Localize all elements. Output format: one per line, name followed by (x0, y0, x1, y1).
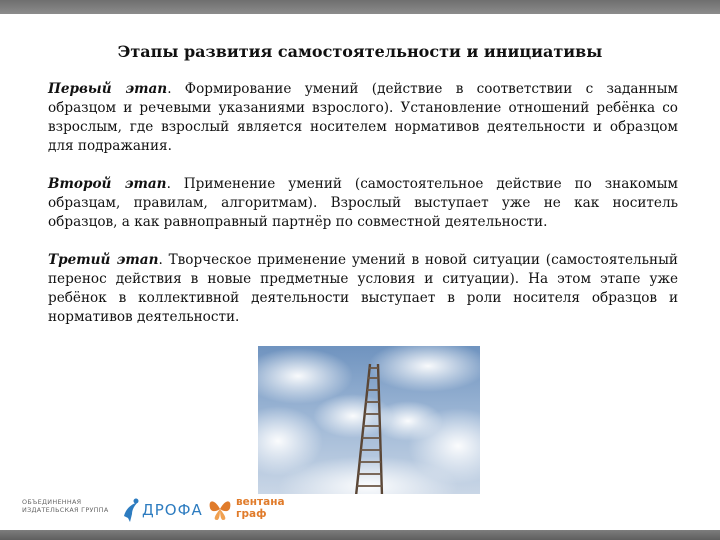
stage-label-3: Третий этап (48, 252, 159, 268)
stage-text-2: . Применение умений (самостоятельное действие по знакомым образцам, правилам, алгоритмам). Взрослый выступает уже не как носитель образцов, а как равноправный партнёр по совместной деятельности. (48, 176, 678, 230)
stage-label-1: Первый этап (48, 81, 168, 97)
slide-content (48, 80, 678, 346)
top-band (0, 0, 720, 14)
publishing-group-logo (22, 498, 112, 514)
drofa-logo-text: ДРОФА (142, 501, 203, 519)
stage-paragraph-3 (48, 251, 678, 327)
group-logo-line-1: ОБЪЕДИНЕННАЯ (22, 498, 82, 506)
drofa-bird-icon (120, 496, 142, 524)
ventana-graf-logo (208, 494, 308, 524)
bottom-band (0, 530, 720, 540)
stage-text-1: . Формирование умений (действие в соответствии с заданным образцом и речевыми указаниями взрослого). Установление отношений ребёнка со взрослым, где взрослый является носителем нормативов деятельности и образцом для подражания. (48, 81, 678, 154)
stage-label-2: Второй этап (48, 176, 167, 192)
stage-paragraph-1 (48, 80, 678, 156)
stage-paragraph-2 (48, 175, 678, 232)
stage-text-3: . Творческое применение умений в новой ситуации (самостоятельный перенос действия в новые предметные условия и ситуации). На этом этапе уже ребёнок в коллективной деятельности выступает в роли носителя образцов и нормативов деятельности. (48, 252, 678, 325)
ladder-sky-image (258, 346, 480, 494)
ventana-butterfly-icon (208, 496, 232, 522)
drofa-logo (118, 494, 208, 524)
ventana-logo-line-2: граф (236, 508, 267, 520)
slide-title: Этапы развития самостоятельности и инициативы (117, 42, 603, 61)
ventana-logo-line-1: вентана (236, 496, 285, 508)
ventana-logo-text (236, 496, 285, 520)
footer-logos (22, 492, 322, 526)
group-logo-line-2: ИЗДАТЕЛЬСКАЯ ГРУППА (22, 506, 109, 514)
